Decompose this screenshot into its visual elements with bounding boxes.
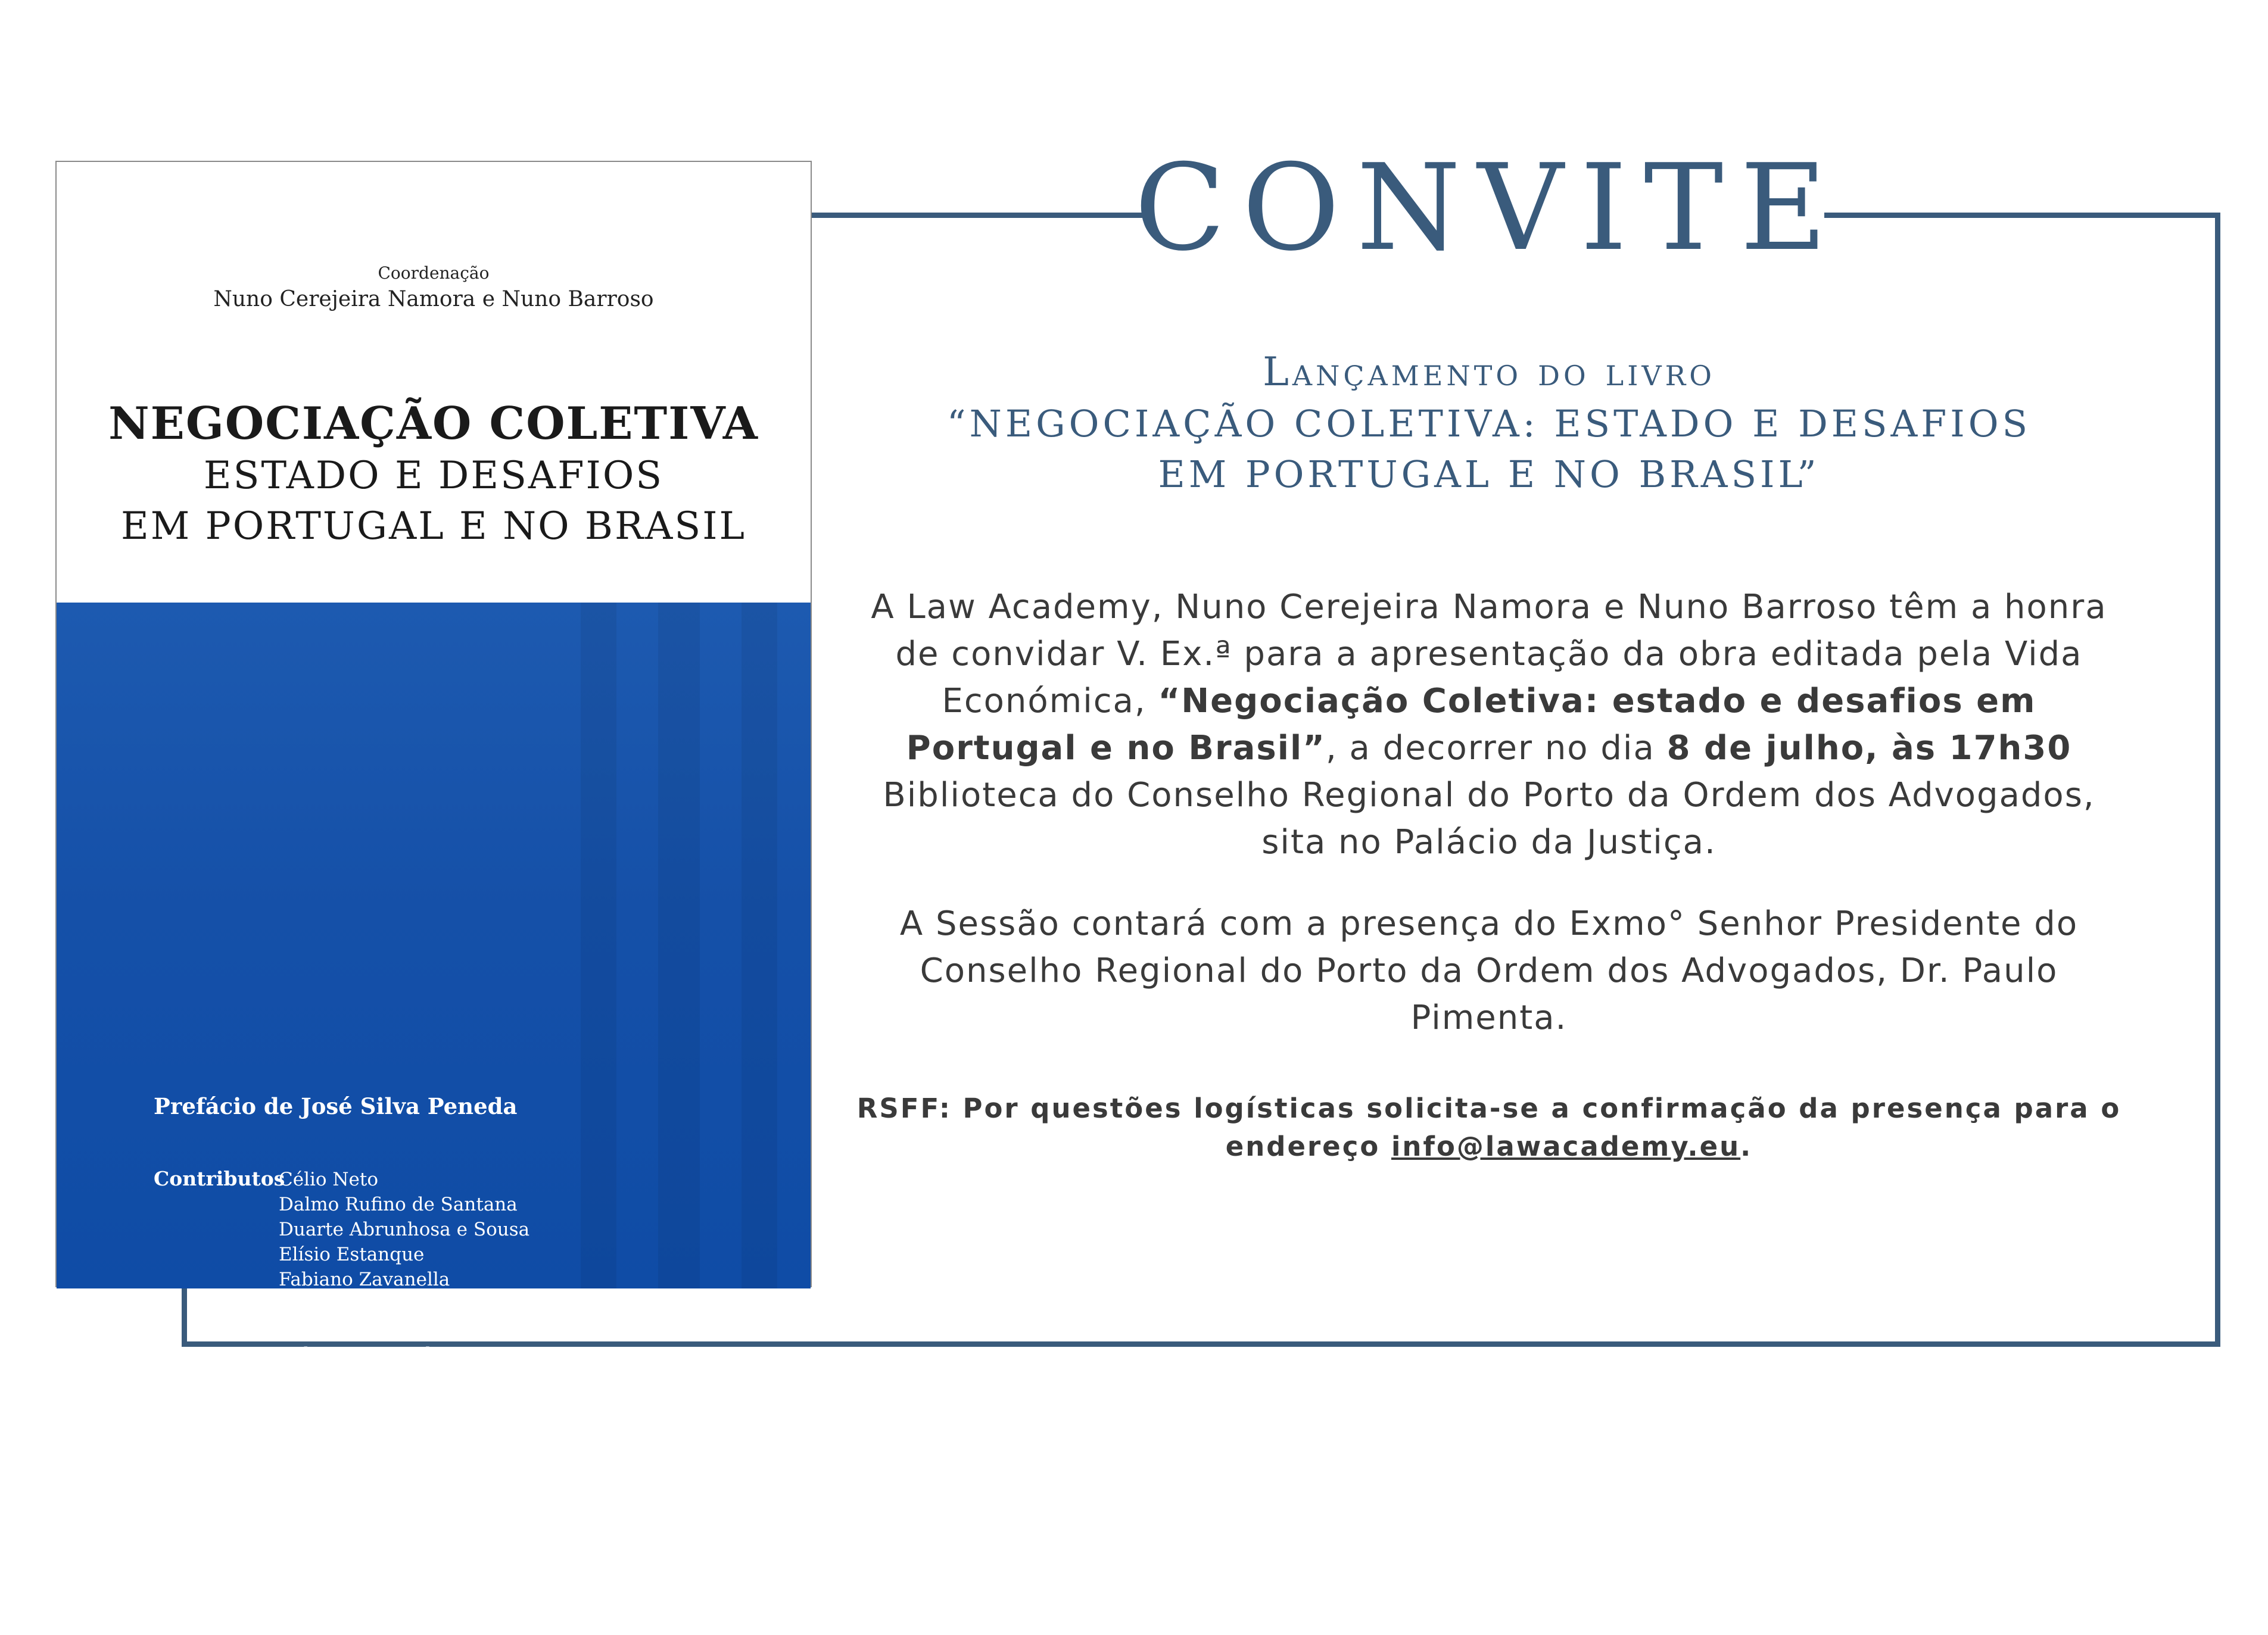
law-academy-logo: LAW/ACADEMY <box>156 1602 366 1634</box>
invitation-text-2: , a decorrer no dia <box>1325 729 1667 767</box>
list-item: Pedro Mota Soares <box>279 1419 457 1440</box>
cover-title: NEGOCIAÇÃO COLETIVA <box>108 397 759 450</box>
list-item: Milena Rouxinol <box>279 1344 432 1365</box>
coordination-names: Nuno Cerejeira Namora e Nuno Barroso <box>213 287 654 311</box>
frame-left-line <box>182 1287 187 1347</box>
list-item: Maria João Machado <box>279 1319 473 1340</box>
cover-pillar-shade <box>581 603 616 1288</box>
list-item: Dalmo Rufino de Santana <box>279 1194 518 1215</box>
book-title-line2: EM PORTUGAL E NO BRASIL” <box>1158 453 1820 496</box>
frame-top-left-line <box>812 213 1145 218</box>
list-item: Fabiano Zavanella <box>279 1269 450 1290</box>
contributors-label: Contributos <box>154 1167 285 1190</box>
list-item: Nuno Cerejeira Namora <box>279 1394 504 1415</box>
contributors-list <box>279 1167 529 1517</box>
book-title-line1: “NEGOCIAÇÃO COLETIVA: ESTADO E DESAFIOS <box>946 402 2032 445</box>
frame-top-right-line <box>1824 213 2220 218</box>
event-date: 8 de julho, às 17h30 <box>1666 729 2072 767</box>
list-item: Elísio Estanque <box>279 1244 425 1265</box>
list-item: Duarte Abrunhosa e Sousa <box>279 1219 530 1240</box>
convite-title: CONVITE <box>1134 139 1844 277</box>
rsvp-email-link[interactable]: info@lawacademy.eu <box>1391 1131 1741 1162</box>
vida-economica-logo: VidaEconómica <box>468 1596 732 1635</box>
list-item: Nuno Barroso <box>279 1369 410 1390</box>
list-item: Ricardo Nascimento <box>279 1444 469 1465</box>
list-item: Sónia de Carvalho <box>279 1469 450 1490</box>
cover-top-section <box>57 162 811 603</box>
cover-subtitle-1: ESTADO E DESAFIOS <box>203 454 664 498</box>
cover-preface: Prefácio de José Silva Peneda <box>154 1093 518 1119</box>
rsvp-text: RSFF: Por questões logísticas solicita-se a confirmação da presença para o endereço <box>856 1093 2121 1162</box>
invitation-text: A Law Academy, Nuno Cerejeira Namora e Nuno Barroso têm a honra de convidar V. Ex.ª para a apresentação da obra editada pela Vida Económica, <box>871 588 2107 720</box>
list-item: Célio Neto <box>279 1169 379 1190</box>
coordination-label: Coordenação <box>378 263 490 283</box>
rsvp-note <box>852 1090 2126 1166</box>
cover-blue-section <box>57 603 811 1635</box>
event-location: Biblioteca do Conselho Regional do Porto da Ordem dos Advogados, sita no Palácio da Justiça. <box>883 776 2095 862</box>
invitation-book-title: “Negociação Coletiva: estado e desafios em Portugal e no Brasil” <box>906 682 2036 767</box>
list-item: Tiago Pimenta Fernandes <box>279 1494 519 1515</box>
cover-pillar-shade <box>742 603 777 1288</box>
cover-pillar-shade <box>658 603 700 1288</box>
book-cover <box>55 161 812 1635</box>
list-item: Marcus Abraham <box>279 1294 441 1315</box>
session-paragraph: A Sessão contará com a presença do Exmo° Senhor Presidente do Conselho Regional do Porto da Ordem dos Advogados, Dr. Paulo Pimenta. <box>899 904 2079 1037</box>
rsvp-end: . <box>1740 1131 1753 1162</box>
invitation-paragraph <box>852 584 2126 866</box>
cover-subtitle-2: EM PORTUGAL E NO BRASIL <box>121 504 746 548</box>
frame-right-line <box>2215 213 2220 1347</box>
launch-subtitle: Lançamento do livro <box>1263 349 1715 395</box>
